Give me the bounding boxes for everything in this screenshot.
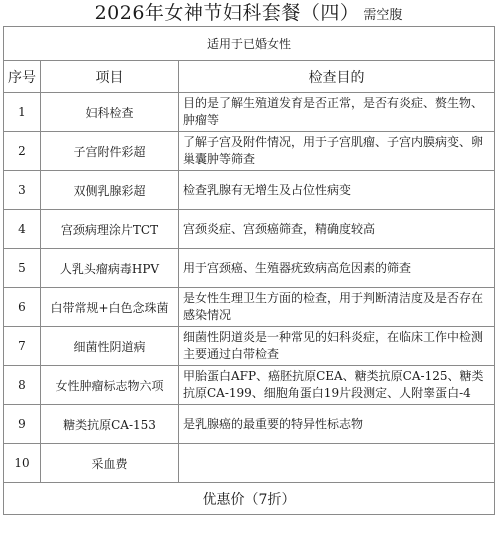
item-name: 细菌性阴道病 xyxy=(41,327,179,366)
title-main: 2026年女神节妇科套餐（四） xyxy=(94,2,360,24)
table-row xyxy=(4,93,495,132)
item-name: 采血费 xyxy=(41,444,179,483)
item-number: 4 xyxy=(4,210,41,249)
item-number: 2 xyxy=(4,132,41,171)
item-purpose xyxy=(179,444,495,483)
discount-price: 优惠价（7折） xyxy=(4,483,495,515)
subtitle-row xyxy=(4,27,495,61)
item-purpose: 目的是了解生殖道发育是否正常，是否有炎症、赘生物、肿瘤等 xyxy=(179,93,495,132)
item-name: 宫颈病理涂片TCT xyxy=(41,210,179,249)
table-row xyxy=(4,327,495,366)
header-row xyxy=(4,61,495,93)
column-header-purpose: 检查目的 xyxy=(179,61,495,93)
table-row xyxy=(4,405,495,444)
page-title xyxy=(0,0,497,26)
item-number: 9 xyxy=(4,405,41,444)
fasting-note: 需空腹 xyxy=(363,8,403,23)
item-number: 3 xyxy=(4,171,41,210)
column-header-no: 序号 xyxy=(4,61,41,93)
item-name: 子宫附件彩超 xyxy=(41,132,179,171)
item-name: 人乳头瘤病毒HPV xyxy=(41,249,179,288)
item-name: 女性肿瘤标志物六项 xyxy=(41,366,179,405)
item-name: 白带常规+白色念珠菌 xyxy=(41,288,179,327)
item-name: 双侧乳腺彩超 xyxy=(41,171,179,210)
item-purpose: 检查乳腺有无增生及占位性病变 xyxy=(179,171,495,210)
item-number: 6 xyxy=(4,288,41,327)
item-purpose: 是乳腺癌的最重要的特异性标志物 xyxy=(179,405,495,444)
table-row xyxy=(4,444,495,483)
table-row xyxy=(4,249,495,288)
column-header-name: 项目 xyxy=(41,61,179,93)
item-purpose: 甲胎蛋白AFP、癌胚抗原CEA、糖类抗原CA-125、糖类抗原CA-199、细胞角蛋白19片段测定、人附睾蛋白-4 xyxy=(179,366,495,405)
table-row xyxy=(4,210,495,249)
item-number: 8 xyxy=(4,366,41,405)
item-purpose: 用于宫颈癌、生殖器疣致病高危因素的筛查 xyxy=(179,249,495,288)
item-name: 妇科检查 xyxy=(41,93,179,132)
item-purpose: 是女性生理卫生方面的检查，用于判断清洁度及是否存在感染情况 xyxy=(179,288,495,327)
item-number: 5 xyxy=(4,249,41,288)
table-row xyxy=(4,288,495,327)
item-purpose: 宫颈炎症、宫颈癌筛查，精确度较高 xyxy=(179,210,495,249)
package-table xyxy=(3,26,495,515)
price-row xyxy=(4,483,495,515)
item-purpose: 了解子宫及附件情况，用于子宫肌瘤、子宫内膜病变、卵巢囊肿等筛查 xyxy=(179,132,495,171)
subtitle: 适用于已婚女性 xyxy=(4,27,495,61)
item-number: 7 xyxy=(4,327,41,366)
item-number: 10 xyxy=(4,444,41,483)
item-name: 糖类抗原CA-153 xyxy=(41,405,179,444)
table-row xyxy=(4,132,495,171)
table-row xyxy=(4,171,495,210)
table-row xyxy=(4,366,495,405)
item-purpose: 细菌性阴道炎是一种常见的妇科炎症，在临床工作中检测主要通过白带检查 xyxy=(179,327,495,366)
item-number: 1 xyxy=(4,93,41,132)
